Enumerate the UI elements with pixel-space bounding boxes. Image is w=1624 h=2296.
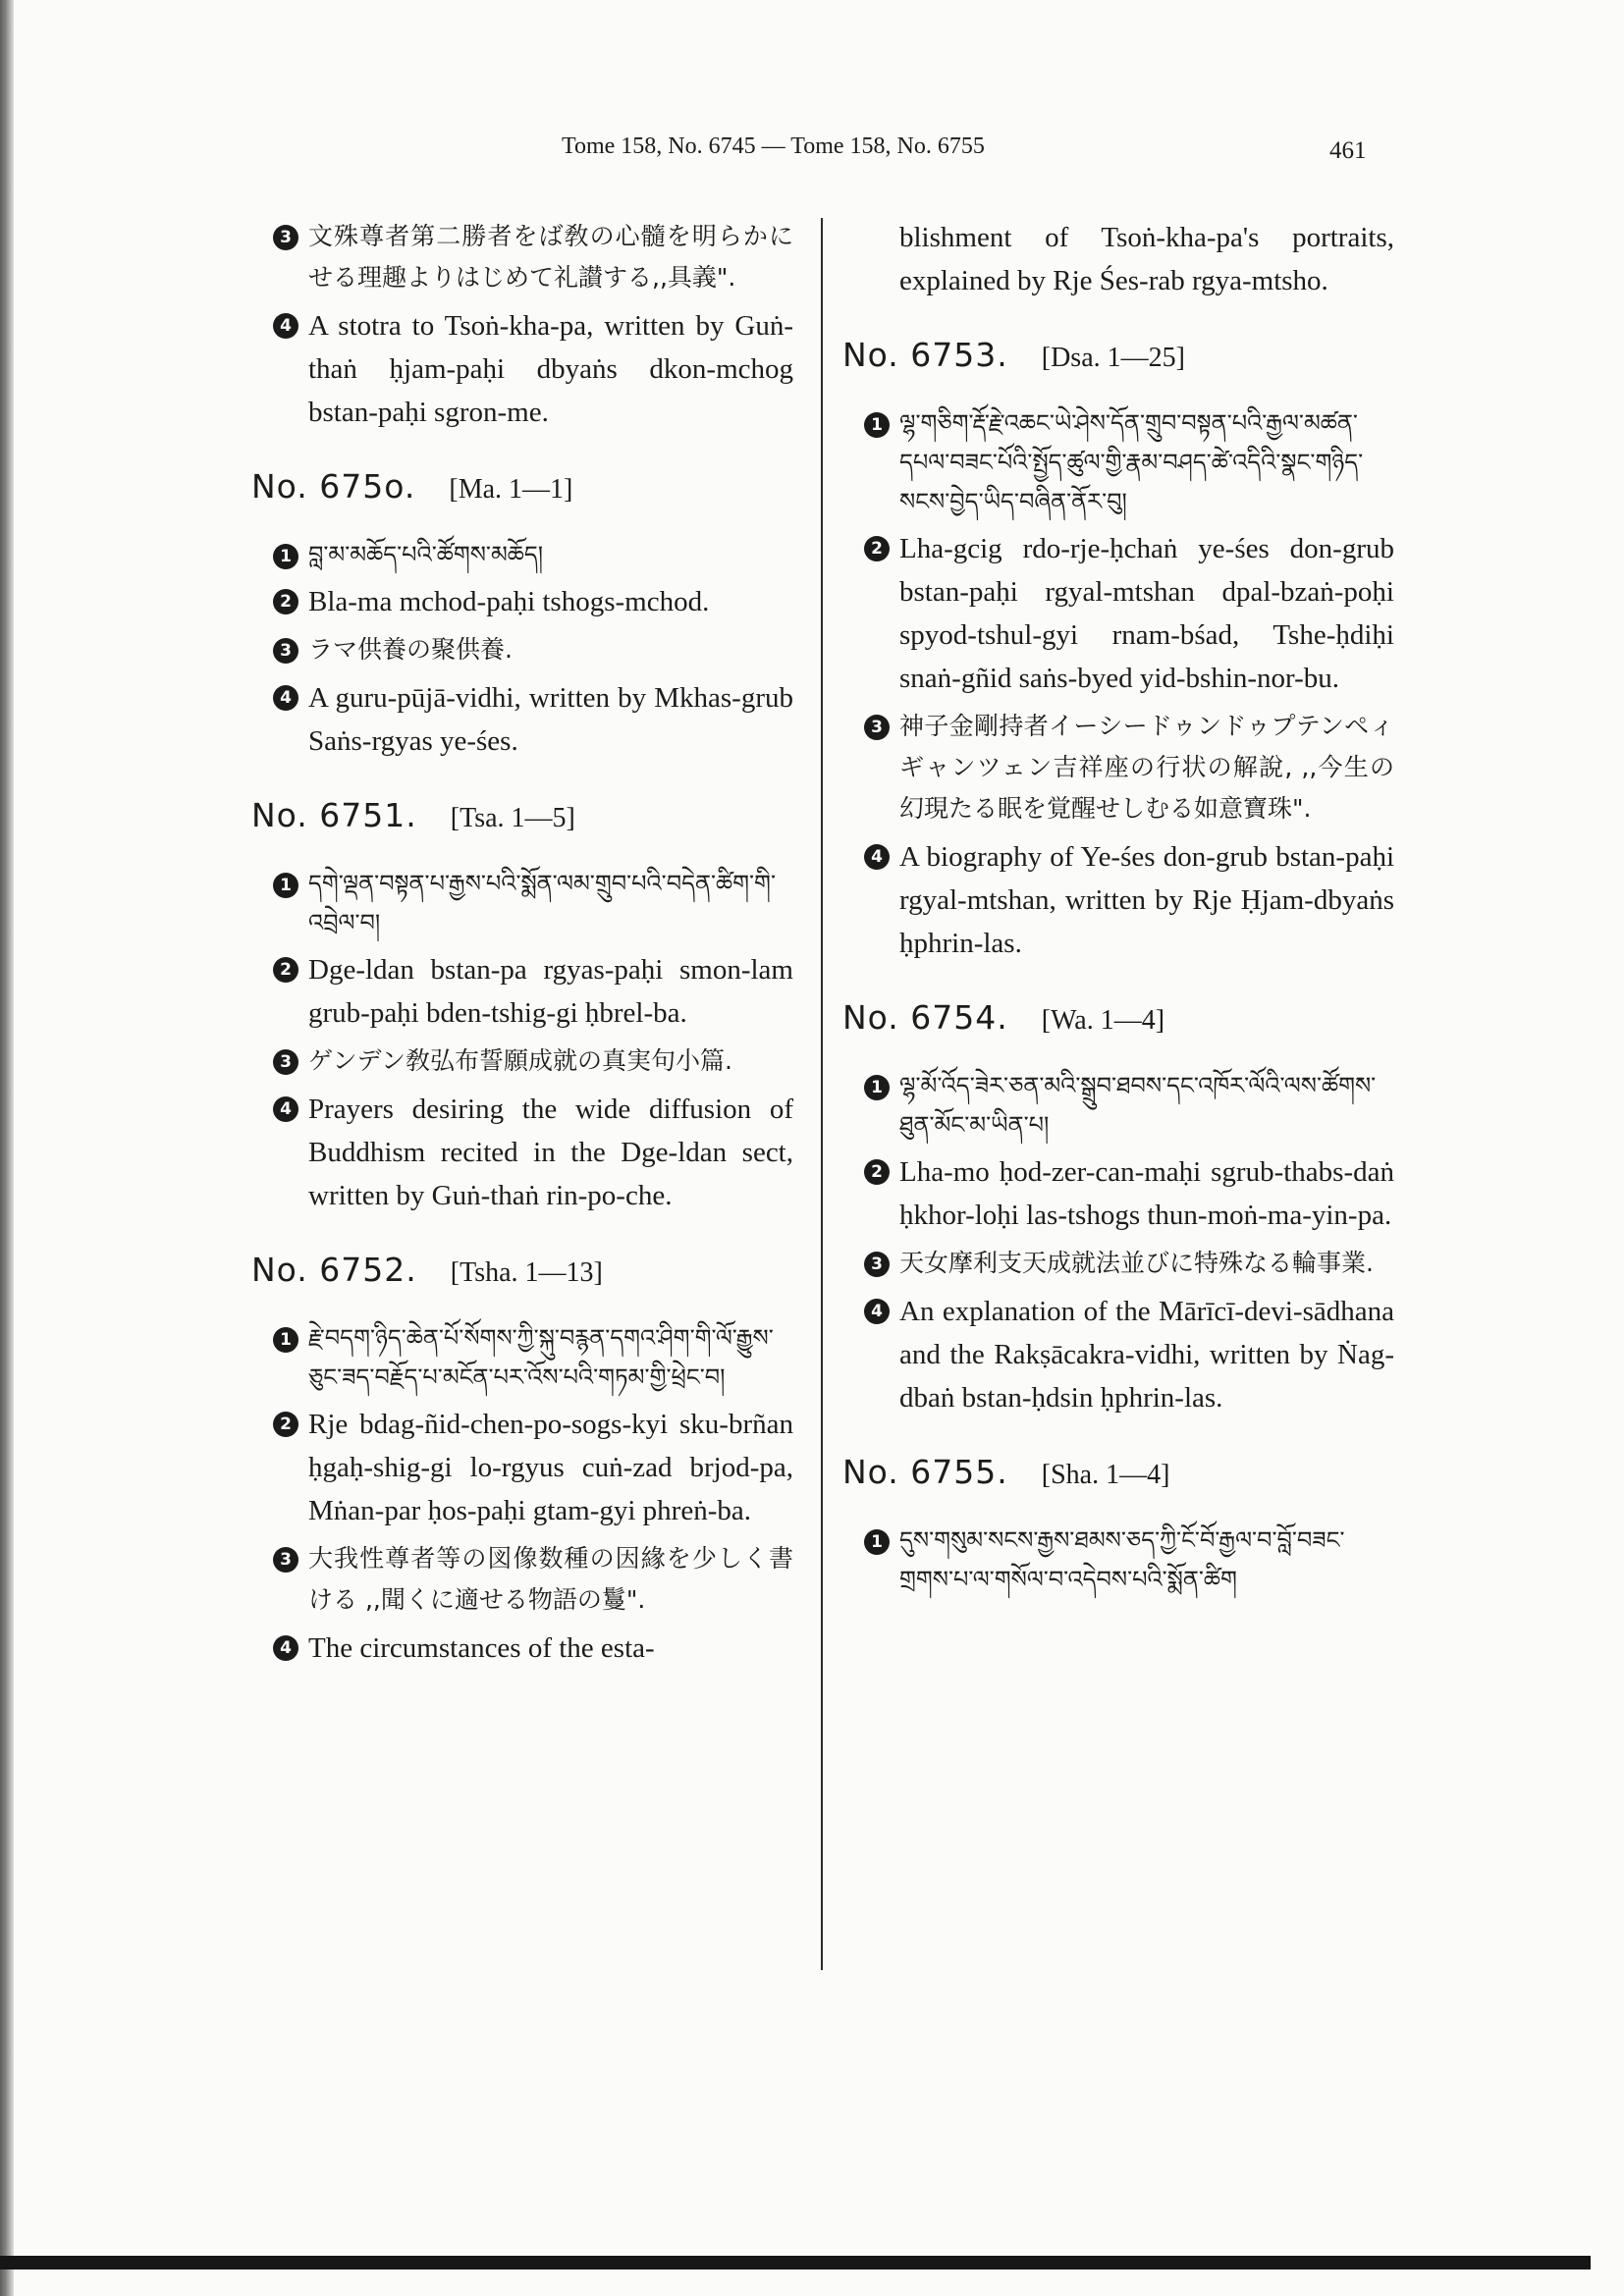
item-text: དུས་གསུམ་སངས་རྒྱས་ཐམས་ཅད་ཀྱི་ངོ་བོ་རྒྱལ་བ་བློ་བཟང་གྲགས་པ་ལ་གསོལ་བ་འདེབས་པའི་སྨོན་ཚིག — [899, 1526, 1345, 1593]
entry-heading — [835, 998, 1394, 1037]
entry-reference: [Sha. 1—4] — [1041, 1460, 1170, 1490]
item-text: A biography of Ye-śes don-grub bstan-paḥi rgyal-mtshan, written by Rje Ḥjam-dbyaṅs ḥphrin-las. — [899, 841, 1394, 959]
item-text: The circumstances of the esta- — [308, 1632, 655, 1664]
item-marker: 1 — [273, 544, 298, 569]
japanese-title — [244, 1538, 793, 1621]
item-text: དགེ་ལྡན་བསྟན་པ་རྒྱས་པའི་སྨོན་ལམ་གྲུབ་པའི་བདེན་ཚིག་གི་འབྲེལ་བ། — [308, 870, 776, 936]
item-marker: 4 — [273, 1096, 298, 1122]
continuation-item — [244, 216, 793, 298]
catalog-entry — [244, 467, 793, 763]
scan-left-edge — [0, 0, 14, 2296]
item-marker: 3 — [864, 1252, 890, 1277]
item-marker: 1 — [864, 1075, 890, 1100]
item-marker: 2 — [273, 957, 298, 983]
column-divider — [821, 218, 823, 1970]
catalog-entry — [835, 1453, 1394, 1599]
transliterated-title — [244, 580, 793, 623]
item-marker: 4 — [273, 1635, 298, 1661]
item-marker: 3 — [273, 1547, 298, 1573]
item-text: 大我性尊者等の図像数種の因緣を少しく書ける ,,聞くに適せる物語の鬘". — [308, 1544, 793, 1614]
tibetan-title — [244, 535, 793, 574]
transliterated-title — [835, 527, 1394, 700]
transliterated-title — [244, 948, 793, 1035]
catalog-entry — [835, 336, 1394, 965]
entry-reference: [Tsha. 1—13] — [450, 1257, 603, 1288]
japanese-title — [835, 1243, 1394, 1284]
entry-heading — [244, 796, 793, 834]
item-text: ལྷ་མོ་འོད་ཟེར་ཅན་མའི་སྒྲུབ་ཐབས་དང་འཁོར་ལོའི་ལས་ཚོགས་ཐུན་མོང་མ་ཡིན་པ། — [899, 1072, 1377, 1139]
catalog-entry — [244, 1251, 793, 1670]
english-description — [244, 676, 793, 763]
item-text: བླ་མ་མཆོད་པའི་ཚོགས་མཆོད། — [308, 541, 544, 568]
english-description — [835, 835, 1394, 965]
continuation-item — [244, 304, 793, 434]
right-column — [835, 216, 1394, 1605]
entry-number: No. 6752. — [251, 1251, 417, 1289]
item-marker: 4 — [864, 1299, 890, 1324]
page-number: 461 — [1329, 137, 1367, 164]
entry-reference: [Ma. 1—1] — [449, 474, 573, 505]
item-marker: 2 — [864, 1159, 890, 1185]
entry-number: No. 6755. — [842, 1453, 1008, 1491]
scan-bottom-edge — [0, 2256, 1591, 2269]
transliterated-title — [835, 1150, 1394, 1237]
entry-number: No. 6751. — [251, 796, 417, 834]
tibetan-title — [835, 1066, 1394, 1145]
item-text: A guru-pūjā-vidhi, written by Mkhas-grub Saṅs-rgyas ye-śes. — [308, 682, 793, 757]
entry-number: No. 6754. — [842, 998, 1008, 1037]
tibetan-title — [244, 864, 793, 942]
item-text: 天女摩利支天成就法並びに特殊なる輪事業. — [899, 1249, 1374, 1277]
tibetan-title — [835, 1521, 1394, 1599]
item-marker: 2 — [273, 589, 298, 614]
entry-reference: [Dsa. 1—25] — [1041, 343, 1185, 373]
item-text: Dge-ldan bstan-pa rgyas-paḥi smon-lam grub-paḥi bden-tshig-gi ḥbrel-ba. — [308, 954, 793, 1029]
item-marker: 2 — [864, 536, 890, 561]
item-text: 文殊尊者第二勝者をば敎の心髓を明らかにせる理趣よりはじめて礼讃する,,具義". — [308, 222, 793, 292]
catalog-entry — [835, 998, 1394, 1419]
item-text: Lha-gcig rdo-rje-ḥchaṅ ye-śes don-grub bstan-paḥi rgyal-mtshan dpal-bzaṅ-poḥi spyod-tshul-gyi rnam-bśad, Tshe-ḥdiḥi snaṅ-gñid saṅs-byed yid-bshin-nor-bu. — [899, 533, 1394, 694]
entry-reference: [Tsa. 1—5] — [450, 803, 575, 833]
item-marker: 1 — [273, 873, 298, 898]
item-text: 神子金剛持者イーシードゥンドゥプテンペィギャンツェン吉祥座の行状の解說, ,,今生の幻現たる眠を覚醒せしむる如意寶珠". — [899, 712, 1394, 823]
item-marker: 1 — [864, 1529, 890, 1555]
running-header: Tome 158, No. 6745 — Tome 158, No. 6755 — [562, 133, 985, 159]
japanese-title — [244, 629, 793, 670]
english-description — [244, 1088, 793, 1217]
item-text: A stotra to Tsoṅ-kha-pa, written by Guṅ-thaṅ ḥjam-paḥi dbyaṅs dkon-mchog bstan-paḥi sgron-me. — [308, 310, 793, 428]
entry-heading — [835, 1453, 1394, 1491]
item-marker: 1 — [273, 1327, 298, 1353]
english-description — [244, 1627, 793, 1670]
catalog-entry — [244, 796, 793, 1217]
entry-heading — [835, 336, 1394, 374]
japanese-title — [835, 706, 1394, 829]
item-text: ལྷ་གཅིག་རྡོ་རྗེ་འཆང་ཡེ་ཤེས་དོན་གྲུབ་བསྟན་པའི་རྒྱལ་མཚན་དཔལ་བཟང་པོའི་སྤྱོད་ཚུལ་གྱི་རྣམ་བཤད་ཚེ་འདིའི་སྣང་གཉིད་སངས་བྱེད་ཡིད་བཞིན་ནོར་བུ། — [899, 409, 1364, 515]
tibetan-title — [835, 403, 1394, 521]
entry-heading — [244, 467, 793, 506]
entry-number: No. 675o. — [251, 467, 416, 506]
item-marker: 2 — [273, 1412, 298, 1437]
item-text: རྗེ་བདག་ཉིད་ཆེན་པོ་སོགས་ཀྱི་སྐུ་བརྙན་དགའ་ཤིག་གི་ལོ་རྒྱུས་ཅུང་ཟད་བརྗོད་པ་མངོན་པར་འོས་པའི་གཏམ་གྱི་ཕྲེང་བ། — [308, 1324, 774, 1391]
item-marker: 3 — [864, 715, 890, 740]
entry-reference: [Wa. 1—4] — [1041, 1005, 1165, 1036]
item-text: ゲンデン敎弘布誓願成就の真実句小篇. — [308, 1046, 732, 1075]
item-marker: 3 — [273, 1049, 298, 1075]
item-marker: 4 — [864, 844, 890, 870]
item-marker: 3 — [273, 225, 298, 250]
entry-heading — [244, 1251, 793, 1289]
item-text: Bla-ma mchod-paḥi tshogs-mchod. — [308, 586, 710, 617]
item-text: An explanation of the Mārīcī-devi-sādhana and the Rakṣācakra-vidhi, written by Ṅag-dbaṅ bstan-ḥdsin ḥphrin-las. — [899, 1296, 1394, 1414]
japanese-title — [244, 1041, 793, 1082]
item-marker: 4 — [273, 685, 298, 711]
item-text: Rje bdag-ñid-chen-po-sogs-kyi sku-brñan ḥgaḥ-shig-gi lo-rgyus cuṅ-zad brjod-pa, Mṅan-par ḥos-paḥi gtam-gyi phreṅ-ba. — [308, 1409, 793, 1526]
english-description — [835, 1290, 1394, 1419]
transliterated-title — [244, 1403, 793, 1532]
item-text: Prayers desiring the wide diffusion of Buddhism recited in the Dge-ldan sect, written by Guṅ-thaṅ rin-po-che. — [308, 1094, 793, 1211]
item-marker: 1 — [864, 412, 890, 438]
item-text: Lha-mo ḥod-zer-can-maḥi sgrub-thabs-daṅ ḥkhor-loḥi las-tshogs thun-moṅ-ma-yin-pa. — [899, 1156, 1394, 1231]
tibetan-title — [244, 1318, 793, 1397]
item-marker: 4 — [273, 313, 298, 339]
item-marker: 3 — [273, 638, 298, 664]
continuation-text: blishment of Tsoṅ-kha-pa's portraits, explained by Rje Śes-rab rgya-mtsho. — [899, 222, 1394, 296]
left-column — [244, 216, 793, 1676]
item-text: ラマ供養の聚供養. — [308, 635, 513, 664]
entry-number: No. 6753. — [842, 336, 1008, 374]
